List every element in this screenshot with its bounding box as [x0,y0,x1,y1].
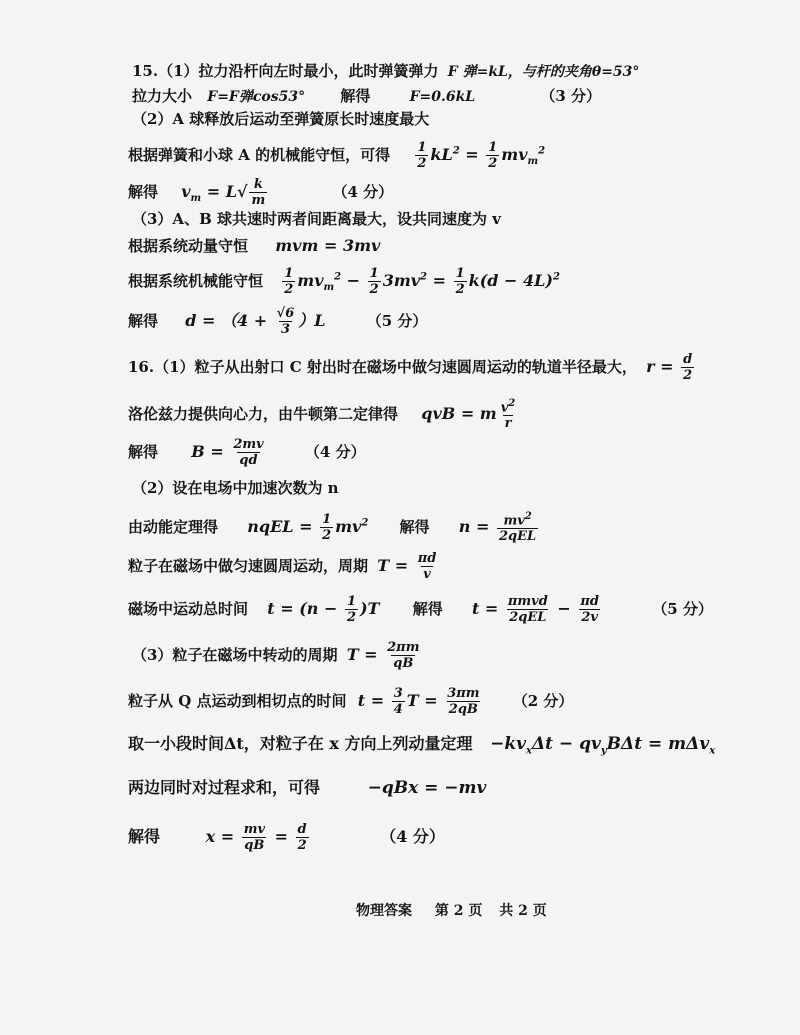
q16-impulse-line: 取一小段时间Δt，对粒子在 x 方向上列动量定理 $-kv_x\Delta t - qv_yB\Delta t = m\Delta v_x$ [128,734,716,757]
q15-momentum-line: 根据系统动量守恒 mvm = 3mv [128,236,381,255]
q15-part1-text: 15.（1）拉力沿杆向左时最小，此时弹簧弹力 F 弹=kL，与杆的夹角θ=53° [132,62,640,80]
q16-part2-text: （2）设在电场中加速次数为 n [132,479,339,497]
q16-kinetic-line: 由动能定理得 nqEL = $\frac{1}{2}$ $mv^2$ 解得 n = $\frac{mv^2}{\text{2qEL}}$ [128,511,537,545]
q16-lorentz-line: 洛伦兹力提供向心力，由牛顿第二定律得 qvB = m $\frac{v^2}{r}$ [128,398,516,432]
footer-total-pages: 共 2 页 [499,903,547,919]
page-footer [356,904,547,918]
q16-period-line: 粒子在磁场中做匀速圆周运动，周期 T = $\frac{\pi d}{v}$ [128,551,437,582]
q15-vmax-line: 解得 $v_m = L√$ $\frac{k}{m}$ （4 分） [128,177,394,208]
q16-sum-line: 两边同时对过程求和，可得 −qBx = −mv [128,778,487,798]
q16-total-time-line: 磁场中运动总时间 t = (n − $\frac{1}{2}$ )T 解得 t = $\frac{\text{πmvd}}{\text{2qEL}}$ − $\frac{\pi d}{2v}$ （5 分） [128,594,713,625]
footer-subject: 物理答案 [356,903,412,919]
q15-part2-text: （2）A 球释放后运动至弹簧原长时速度最大 [132,110,430,128]
q15-system-energy-line: 根据系统机械能守恒 $\frac{1}{2}$ $mv_m^2$ − $\frac{1}{2}$ $3mv^2$ = $\frac{1}{2}$ $k(d - 4L)^2$ [128,266,560,297]
q16-field-line: 解得 B = $\frac{2mv}{qd}$ （4 分） [128,437,366,468]
footer-page-number: 第 2 页 [434,903,483,919]
q16-part3-text: （3）粒子在磁场中转动的周期 T = $\frac{2\pi m}{qB}$ [132,640,420,671]
q15-distance-line: 解得 d = （4 + $\frac{√6}{3}$ ）L （5 分） [128,306,428,337]
q16-x-line: 解得 x = $\frac{mv}{qB}$ = $\frac{d}{2}$ （4 分） [128,822,445,853]
q16-part1-text: 16.（1）粒子从出射口 C 射出时在磁场中做匀速圆周运动的轨道半径最大， r = $\frac{d}{2}$ [128,352,693,383]
q16-tangent-time-line: 粒子从 Q 点运动到相切点的时间 t = $\frac{3}{4}$ T = $\frac{3\pi m}{2qB}$ （2 分） [128,686,574,717]
q15-energy-line: 根据弹簧和小球 A 的机械能守恒，可得 $\frac{1}{2}$ $kL^2$ = $\frac{1}{2}$ $mv_m^2$ [128,140,546,171]
q15-part3-text: （3）A、B 球共速时两者间距离最大，设共同速度为 v [132,210,501,228]
q15-force-line: 拉力大小 F=F弹cos53° 解得 F=0.6kL （3 分） [132,87,602,105]
